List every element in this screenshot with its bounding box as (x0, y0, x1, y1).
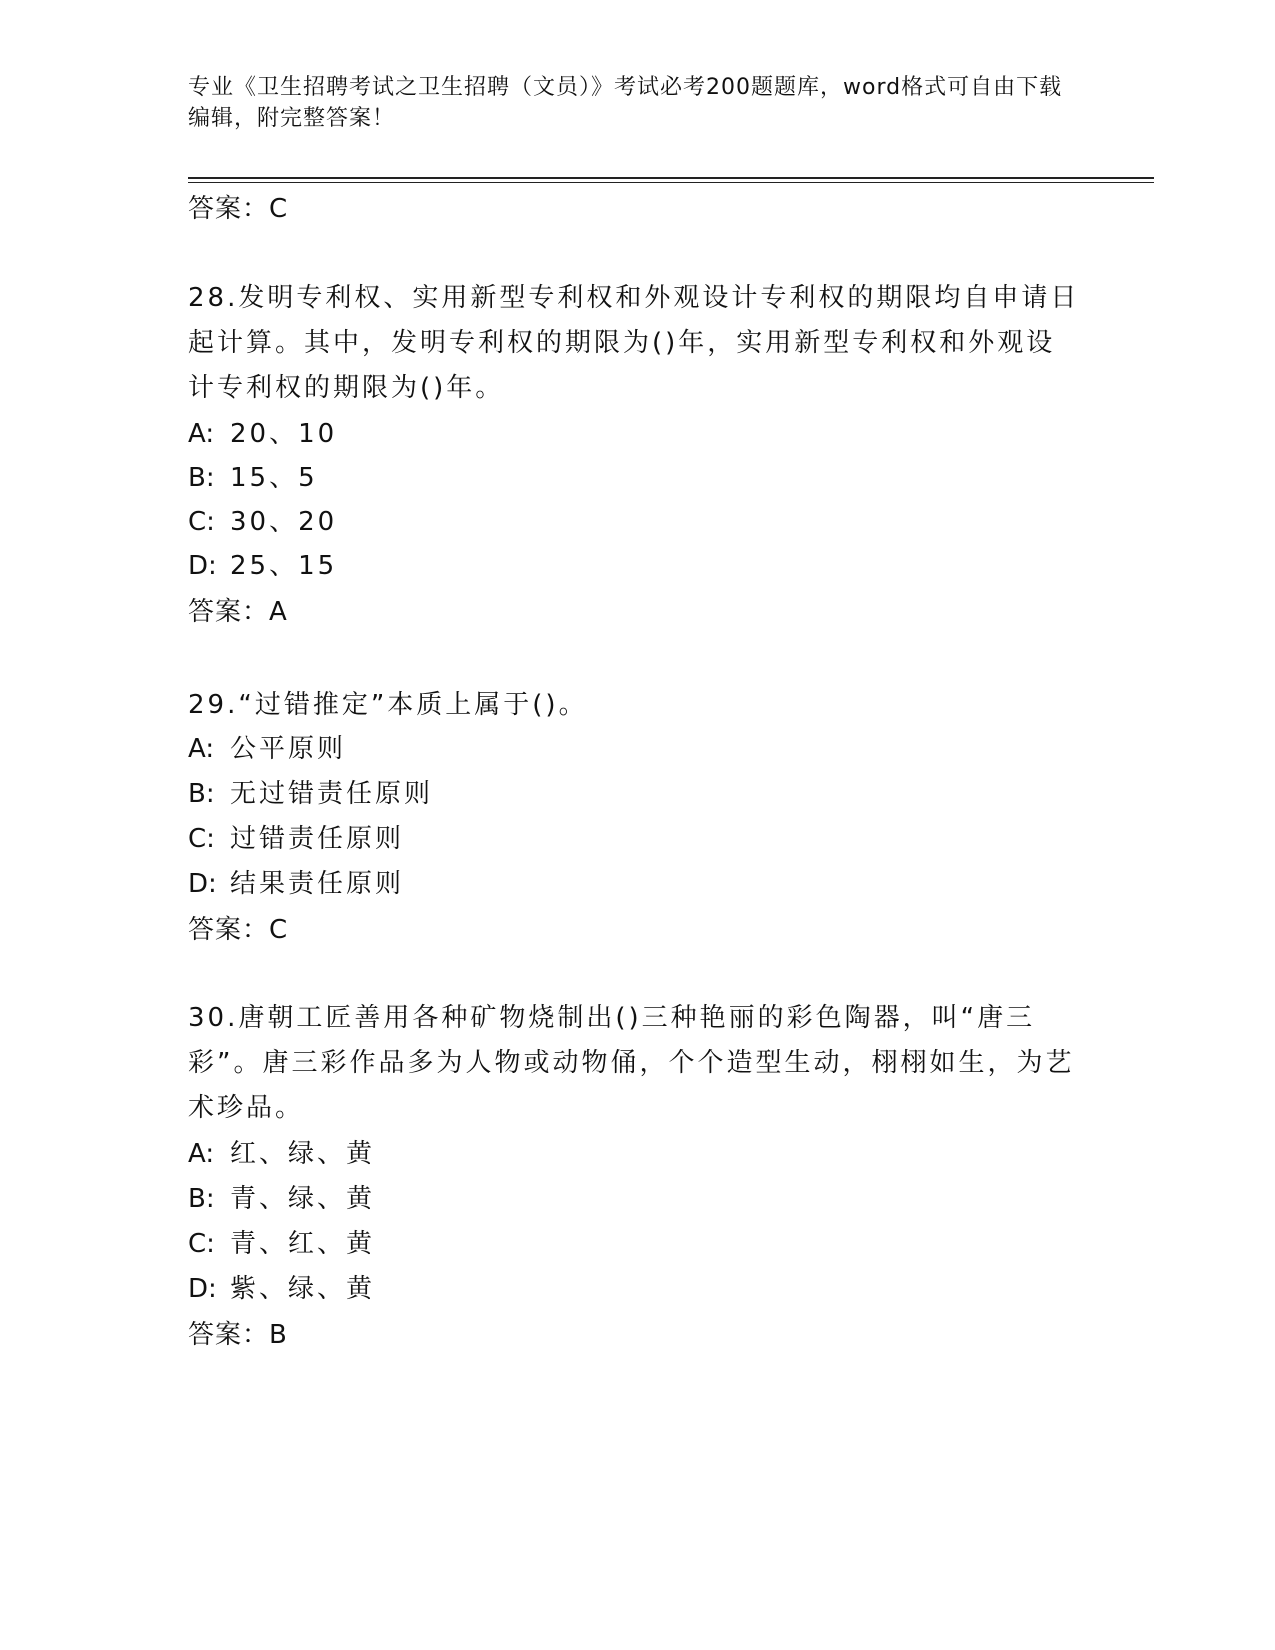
question-30-option-b (188, 1182, 375, 1216)
question-28-stem: 28.发明专利权、实用新型专利权和外观设计专利权的期限均自申请日起计算。其中，发明专利权的期限为()年，实用新型专利权和外观设计专利权的期限为()年。 (188, 283, 1080, 403)
question-30-stem: 30.唐朝工匠善用各种矿物烧制出()三种艳丽的彩色陶器，叫“唐三彩”。唐三彩作品多为人物或动物俑，个个造型生动，栩栩如生，为艺术珍品。 (188, 1003, 1075, 1123)
option-letter: A: (188, 734, 215, 764)
question-30-option-d (188, 1272, 375, 1306)
question-29-answer: 答案：C (188, 915, 289, 945)
question-30-option-a (188, 1137, 375, 1171)
option-letter: C: (188, 507, 215, 537)
option-letter: D: (188, 551, 217, 581)
option-text: 青、红、黄 (230, 1229, 376, 1259)
question-29-option-b (188, 777, 433, 811)
question-29-option-a (188, 732, 346, 766)
option-letter: B: (188, 779, 215, 809)
option-letter: C: (188, 1229, 215, 1259)
option-text: 紫、绿、黄 (230, 1274, 376, 1304)
option-text: 25、15 (230, 551, 338, 581)
option-text: 20、10 (230, 419, 338, 449)
question-29-option-c (188, 822, 404, 856)
question-30-answer: 答案：B (188, 1320, 288, 1350)
option-text: 结果责任原则 (230, 869, 405, 899)
option-letter: C: (188, 824, 215, 854)
option-letter: B: (188, 1184, 215, 1214)
option-letter: A: (188, 1139, 215, 1169)
option-text: 红、绿、黄 (230, 1139, 376, 1169)
question-28-answer: 答案：A (188, 597, 288, 627)
option-text: 无过错责任原则 (230, 779, 434, 809)
option-text: 30、20 (230, 507, 338, 537)
question-28-option-d (188, 549, 337, 583)
option-letter: B: (188, 463, 215, 493)
question-30-option-c (188, 1227, 375, 1261)
header-divider (188, 177, 1154, 183)
option-letter: D: (188, 869, 217, 899)
question-29-stem: 29.“过错推定”本质上属于()。 (188, 690, 588, 720)
option-text: 公平原则 (230, 734, 347, 764)
option-text: 15、5 (230, 463, 318, 493)
question-28-option-c (188, 505, 337, 539)
previous-answer: 答案：C (188, 194, 289, 224)
question-28-option-a (188, 417, 337, 451)
document-header: 专业《卫生招聘考试之卫生招聘（文员）》考试必考200题题库，word格式可自由下载编辑，附完整答案！ (188, 75, 1063, 131)
option-text: 青、绿、黄 (230, 1184, 376, 1214)
question-29-option-d (188, 867, 404, 901)
question-28-option-b (188, 461, 318, 495)
option-letter: D: (188, 1274, 217, 1304)
option-letter: A: (188, 419, 215, 449)
option-text: 过错责任原则 (230, 824, 405, 854)
